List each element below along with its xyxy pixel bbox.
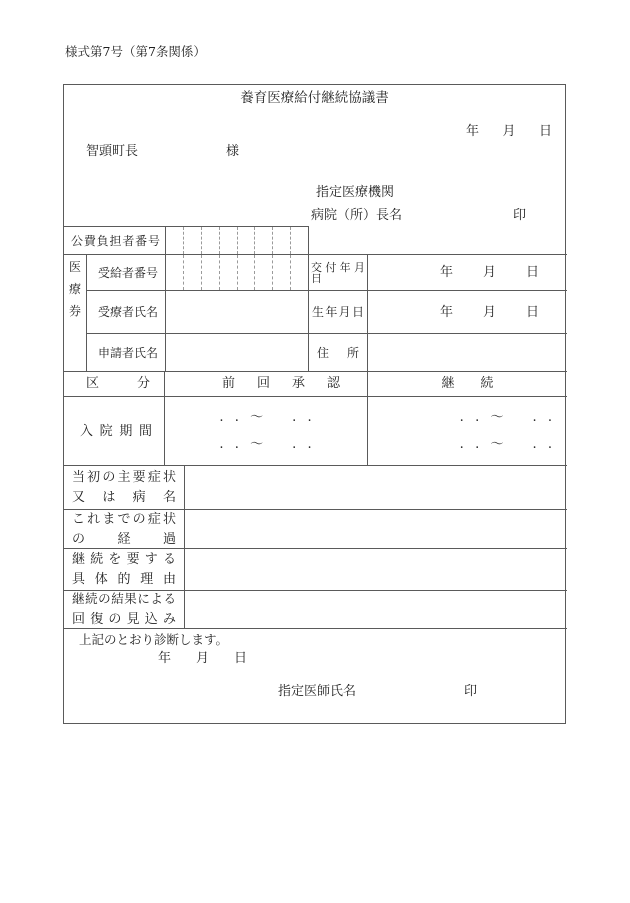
diagnosis-date: 年 月 日 (158, 651, 247, 666)
birth-date-label: 生年月日 (309, 291, 368, 334)
continuation-header: 継 続 (368, 371, 567, 397)
digit-box (183, 255, 201, 290)
recipient-number-cell (166, 255, 309, 291)
public-expense-number-cell (166, 227, 308, 254)
applicant-name-cell (166, 334, 309, 372)
addressee: 智頭町長 (86, 144, 139, 159)
address-value-cell (368, 334, 567, 372)
issue-date-value: 年 月 日 (368, 255, 567, 291)
doctor-name-label: 指定医師氏名 (278, 684, 357, 699)
period-placeholder: . . ～ . . (459, 410, 553, 425)
medical-institution-label: 指定医療機関 (316, 185, 395, 200)
category-table (64, 371, 567, 467)
period-placeholder: . . ～ . . (459, 437, 553, 452)
digit-box (237, 227, 255, 254)
digit-box (272, 227, 290, 254)
diagnosis-statement: 上記のとおり診断します。 (79, 632, 229, 647)
recipient-number-label: 受給者番号 (87, 255, 166, 291)
director-seal: 印 (513, 208, 527, 223)
continuation-period-cell (368, 397, 567, 466)
symptom-progress-cell (185, 510, 567, 549)
continuation-reason-cell (185, 549, 567, 591)
medical-ticket-char: 券 (68, 304, 81, 318)
public-expense-number-label: 公費負担者番号 (64, 227, 166, 254)
patient-name-cell (166, 291, 309, 334)
digit-box (254, 227, 272, 254)
digit-box (272, 255, 290, 290)
digit-box (201, 227, 219, 254)
hospital-director-label: 病院（所）長名 (311, 208, 403, 223)
issue-date-label: 交付年月日 (309, 255, 368, 291)
medical-ticket-char: 療 (68, 282, 81, 296)
digit-box (290, 227, 308, 254)
digit-box (219, 227, 237, 254)
digit-box (201, 255, 219, 290)
hospitalization-period-label: 入院期間 (64, 397, 165, 466)
recovery-outlook-label: 継続の結果による 回復の見込み (64, 591, 185, 629)
addressee-honorific: 様 (226, 144, 240, 159)
period-placeholder: . . ～ . . (219, 410, 313, 425)
public-expense-number-row (64, 226, 309, 254)
medical-ticket-char: 医 (68, 260, 81, 274)
digit-box (290, 255, 308, 290)
previous-approval-header: 前回承認 (165, 371, 368, 397)
form-title: 養育医療給付継続協議書 (240, 90, 389, 106)
doctor-seal: 印 (464, 684, 478, 699)
recovery-outlook-cell (185, 591, 567, 629)
digit-box (219, 255, 237, 290)
birth-date-value: 年 月 日 (368, 291, 567, 334)
digit-box (166, 227, 183, 254)
digit-box (183, 227, 201, 254)
digit-box (237, 255, 255, 290)
symptom-progress-label: これまでの症状 の経過 (64, 510, 185, 549)
category-label: 区 分 (64, 371, 165, 397)
period-placeholder: . . ～ . . (219, 437, 313, 452)
form-box (63, 84, 566, 724)
initial-symptoms-label: 当初の主要症状 又は病名 (64, 466, 185, 510)
applicant-name-label: 申請者氏名 (87, 334, 166, 372)
continuation-reason-label: 継続を要する 具体的理由 (64, 549, 185, 591)
recipient-number-digits (166, 255, 308, 290)
medical-ticket-table (64, 254, 567, 372)
detail-table (64, 466, 567, 630)
initial-symptoms-cell (185, 466, 567, 510)
previous-approval-period-cell (165, 397, 368, 466)
form-number: 様式第7号（第7条関係） (65, 44, 206, 59)
digit-box (166, 255, 183, 290)
date-line: 年 月 日 (466, 124, 552, 139)
patient-name-label: 受療者氏名 (87, 291, 166, 334)
address-label: 住 所 (309, 334, 368, 372)
medical-ticket-label (64, 255, 87, 372)
digit-box (254, 255, 272, 290)
